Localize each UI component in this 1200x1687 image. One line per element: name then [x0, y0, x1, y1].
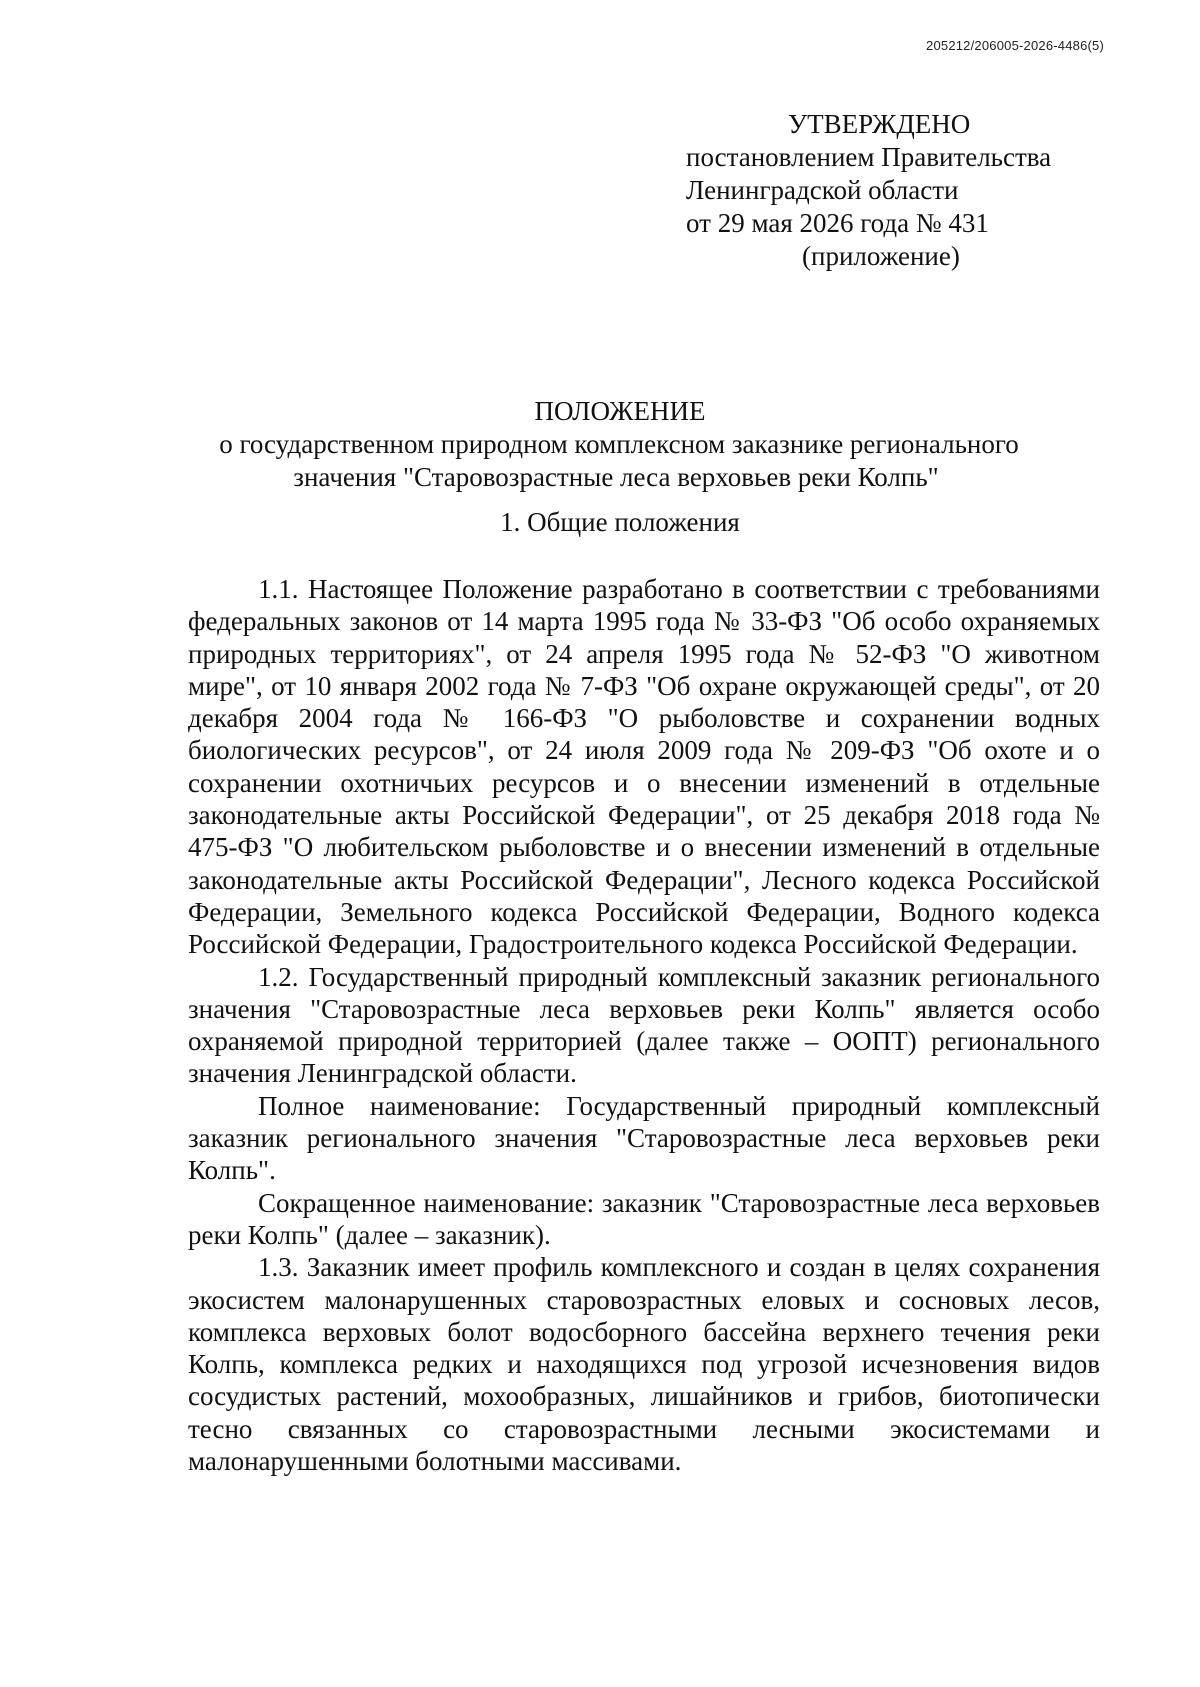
approval-line-3: от 29 мая 2026 года № 431 [686, 208, 989, 238]
document-title: ПОЛОЖЕНИЕ [534, 396, 706, 426]
document-registration-number: 205212/206005-2026-4486(5) [926, 38, 1104, 53]
approval-stamp [686, 108, 1126, 273]
paragraph-1-1: 1.1. Настоящее Положение разработано в соответствии с требованиями федеральных законов от 14 марта 1995 года № 33-ФЗ "Об особо охраняемых природных территориях", от 24 апреля 1995 года № 52-ФЗ "О животном мире", от 10 января 2002 года № 7-ФЗ "Об охране окружающей среды", от 20 декабря 2004 года № 166-ФЗ "О рыболовстве и сохранении водных биологических ресурсов", от 24 июля 2009 года № 209-ФЗ "Об охоте и о сохранении охотничьих ресурсов и о внесении изменений в отдельные законодательные акты Российской Федерации", от 25 декабря 2018 года № 475-ФЗ "О любительском рыболовстве и о внесении изменений в отдельные законодательные акты Российской Федерации", Лесного кодекса Российской Федерации, Земельного кодекса Российской Федерации, Водного кодекса Российской Федерации, Градостроительного кодекса Российской Федерации. [188, 574, 1100, 960]
section-body [188, 573, 1100, 1477]
paragraph-full-name: Полное наименование: Государственный природный комплексный заказник регионального значения "Старовозрастные леса верховьев реки Колпь". [188, 1090, 1100, 1186]
approval-heading: УТВЕРЖДЕНО [788, 109, 971, 139]
approval-appendix: (приложение) [802, 241, 960, 271]
document-subtitle-line-1: о государственном природном комплексном заказнике регионального [219, 429, 1019, 459]
approval-line-2: Ленинградской области [686, 175, 959, 205]
paragraph-short-name: Сокращенное наименование: заказник "Старовозрастные леса верховьев реки Колпь" (далее – заказник). [188, 1187, 1100, 1250]
document-title-block [0, 395, 1200, 494]
paragraph-1-2: 1.2. Государственный природный комплексный заказник регионального значения "Старовозрастные леса верховьев реки Колпь" является особо охраняемой природной территорией (далее также – ООПТ) регионального значения Ленинградской области. [188, 961, 1100, 1089]
section-heading: 1. Общие положения [500, 507, 740, 537]
approval-line-1: постановлением Правительства [686, 142, 1052, 172]
paragraph-1-3: 1.3. Заказник имеет профиль комплексного и создан в целях сохранения экосистем малонарушенных старовозрастных еловых и сосновых лесов, комплекса верховых болот водосборного бассейна верхнего течения реки Колпь, комплекса редких и находящихся под угрозой исчезновения видов сосудистых растений, мохообразных, лишайников и грибов, биотопически тесно связанных со старовозрастными лесными экосистемами и малонарушенными болотными массивами. [188, 1252, 1100, 1477]
document-subtitle-line-2: значения "Старовозрастные леса верховьев реки Колпь" [293, 462, 939, 492]
